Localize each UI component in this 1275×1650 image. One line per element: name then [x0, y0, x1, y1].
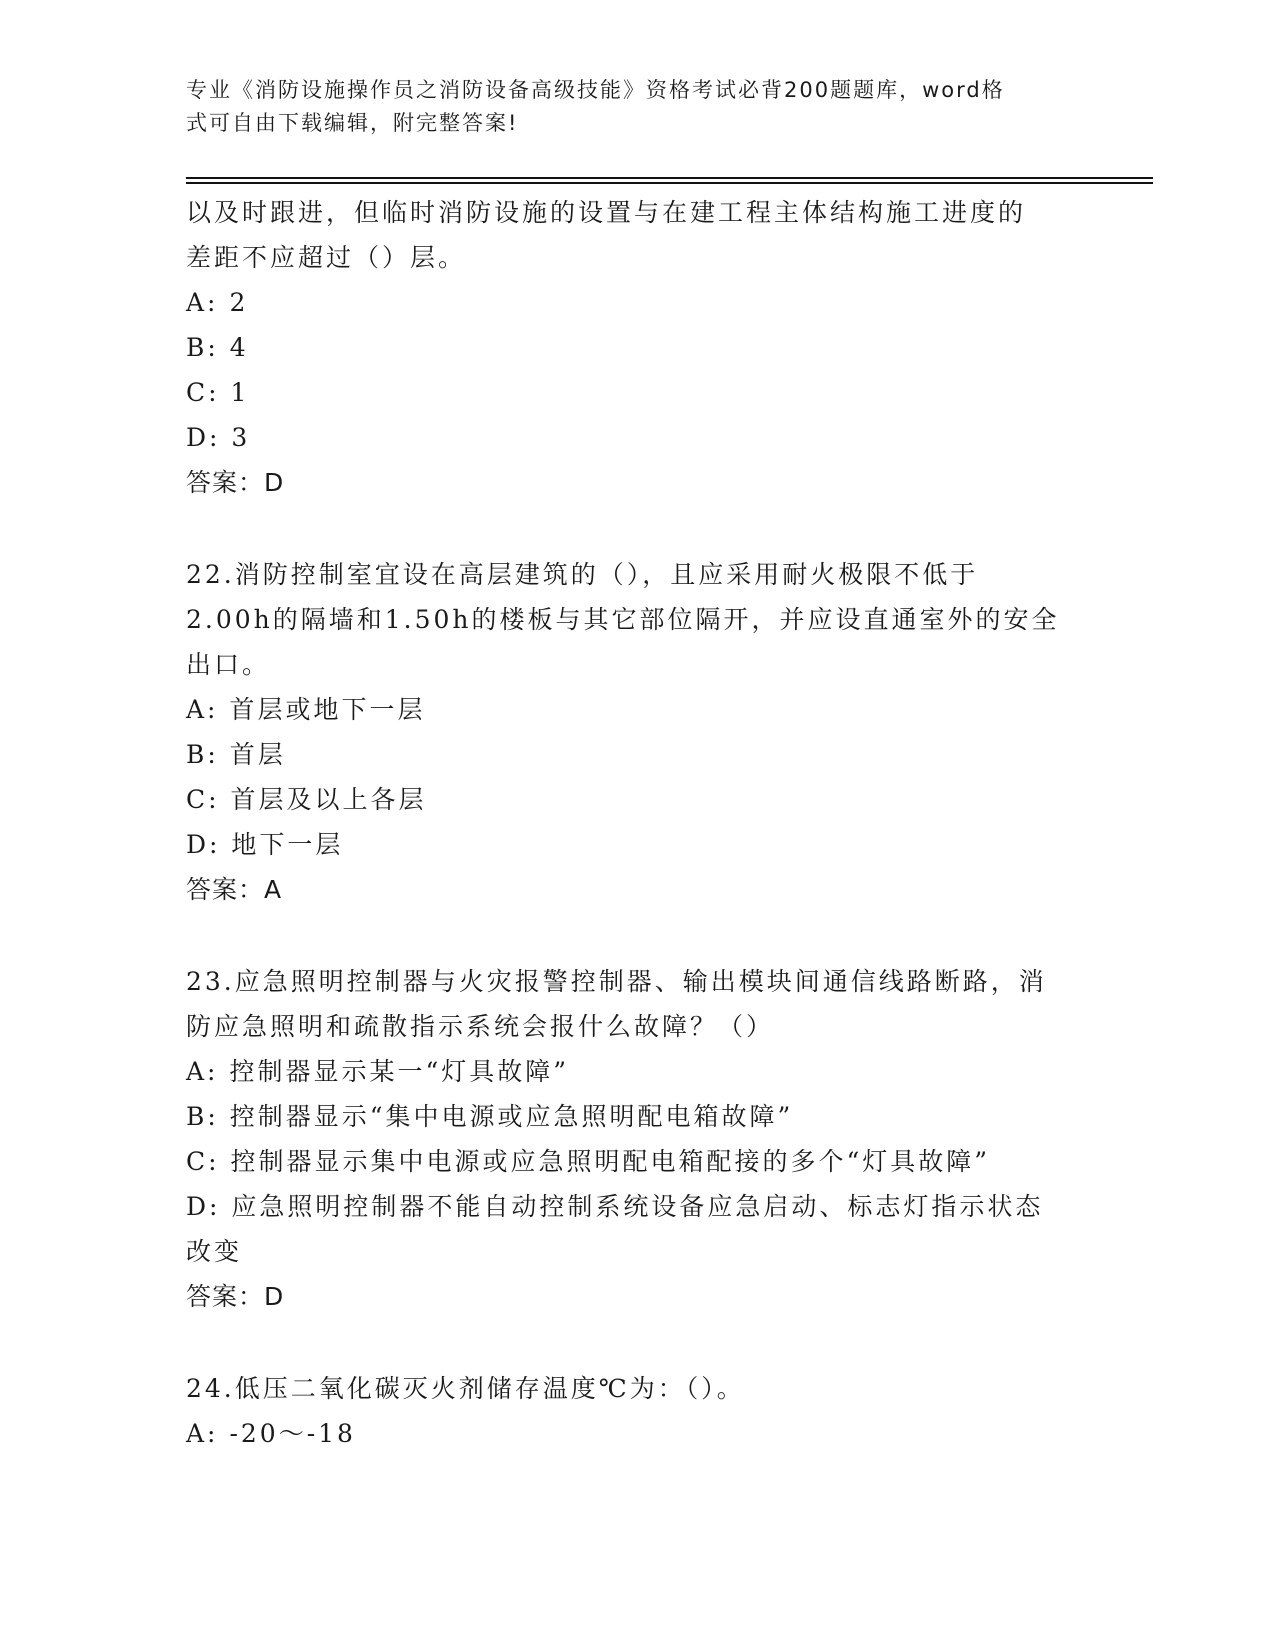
- option-b: [186, 325, 1086, 370]
- option-a: [186, 280, 1086, 325]
- question-text: 22.消防控制室宜设在高层建筑的（），且应采用耐火极限不低于: [186, 560, 979, 589]
- option-label: B:: [186, 1102, 219, 1131]
- question-list: [186, 190, 1086, 1456]
- option-text: 应急照明控制器不能自动控制系统设备应急启动、标志灯指示状态: [231, 1192, 1044, 1221]
- header-rule-bottom: [186, 182, 1153, 184]
- option-label: C:: [186, 785, 220, 814]
- option-text: 3: [231, 423, 251, 452]
- header-line-1: 专业《消防设施操作员之消防设备高级技能》资格考试必背200题题库，word格: [186, 78, 1005, 102]
- question-23: [186, 959, 1086, 1319]
- option-label: D:: [186, 830, 221, 859]
- option-label: A:: [186, 695, 219, 724]
- option-text: 控制器显示某一“灯具故障”: [229, 1057, 570, 1086]
- question-text: 防应急照明和疏散指示系统会报什么故障？（）: [186, 1012, 775, 1041]
- option-label: D:: [186, 1192, 221, 1221]
- option-a: [186, 1049, 1086, 1094]
- option-label: B:: [186, 333, 219, 362]
- spacer: [186, 912, 1086, 959]
- option-label: B:: [186, 740, 219, 769]
- option-text: 控制器显示集中电源或应急照明配电箱配接的多个“灯具故障”: [230, 1147, 991, 1176]
- header-rule-top: [186, 177, 1153, 179]
- option-text: 首层或地下一层: [229, 695, 426, 724]
- option-b: [186, 732, 1086, 777]
- answer: 答案：A: [186, 875, 283, 904]
- option-a: [186, 687, 1086, 732]
- option-c: [186, 370, 1086, 415]
- option-d-continued: 改变: [186, 1237, 243, 1266]
- question-text: 24.低压二氧化碳灭火剂储存温度℃为：（）。: [186, 1374, 745, 1403]
- answer: 答案：D: [186, 1282, 285, 1311]
- question-text: 2.00h的隔墙和1.50h的楼板与其它部位隔开，并应设直通室外的安全: [186, 605, 1060, 634]
- option-c: [186, 777, 1086, 822]
- question-21: [186, 190, 1086, 505]
- option-text: 1: [230, 378, 250, 407]
- question-text: 23.应急照明控制器与火灾报警控制器、输出模块间通信线路断路，消: [186, 967, 1047, 996]
- option-label: A:: [186, 288, 219, 317]
- option-c: [186, 1139, 1086, 1184]
- option-text: 控制器显示“集中电源或应急照明配电箱故障”: [229, 1102, 794, 1131]
- option-label: C:: [186, 1147, 220, 1176]
- question-text: 以及时跟进，但临时消防设施的设置与在建工程主体结构施工进度的: [186, 198, 1027, 227]
- option-a: [186, 1411, 1086, 1456]
- question-22: [186, 552, 1086, 912]
- option-label: A:: [186, 1057, 219, 1086]
- option-label: D:: [186, 423, 221, 452]
- option-text: 首层及以上各层: [230, 785, 427, 814]
- document-header: [186, 74, 1086, 140]
- option-b: [186, 1094, 1086, 1139]
- option-text: 4: [229, 333, 249, 362]
- header-line-2: 式可自由下载编辑，附完整答案!: [186, 111, 519, 135]
- option-d: [186, 415, 1086, 460]
- question-text: 出口。: [186, 650, 271, 679]
- option-label: A:: [186, 1419, 219, 1448]
- question-24: [186, 1366, 1086, 1456]
- answer: 答案：D: [186, 468, 285, 497]
- spacer: [186, 1319, 1086, 1366]
- option-text: 首层: [229, 740, 286, 769]
- option-label: C:: [186, 378, 220, 407]
- option-text: 2: [229, 288, 249, 317]
- option-d: [186, 822, 1086, 867]
- spacer: [186, 505, 1086, 552]
- option-text: 地下一层: [231, 830, 344, 859]
- option-text: -20～-18: [229, 1419, 356, 1448]
- question-text: 差距不应超过（）层。: [186, 243, 467, 272]
- option-d: [186, 1184, 1086, 1229]
